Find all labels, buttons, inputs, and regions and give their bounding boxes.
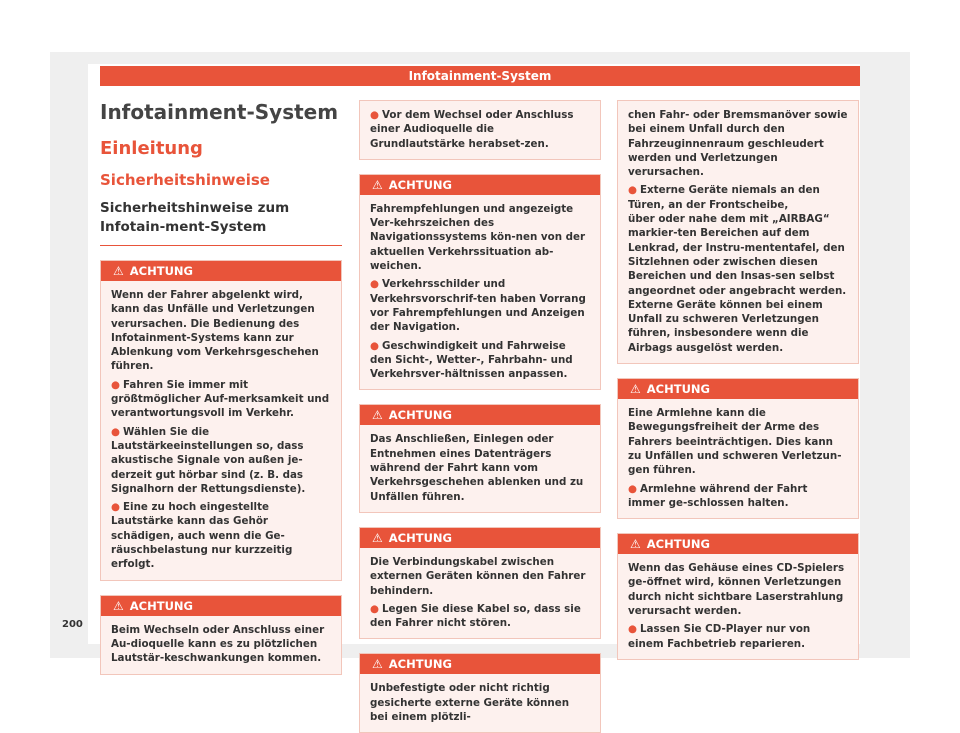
warning-box (359, 174, 601, 391)
column-3 (617, 86, 859, 660)
warning-bullet: ● Fahren Sie immer mit größtmöglicher Auf-merksamkeit und verantwortungsvoll im Verkehr. (111, 378, 330, 420)
bullet-icon: ● (628, 482, 637, 495)
warning-bullet: ● Armlehne während der Fahrt immer ge-schlossen halten. (628, 482, 808, 509)
warning-label: ACHTUNG (388, 408, 452, 423)
warning-label: ACHTUNG (388, 530, 452, 545)
warning-text: Unbefestigte oder nicht richtig gesicherte externe Geräte können bei einem plötzli- (370, 682, 570, 724)
section-header: Infotainment-System (100, 66, 860, 86)
bullet-icon: ● (370, 602, 379, 615)
warning-body (101, 616, 341, 674)
heading-intro: Einleitung (100, 138, 203, 159)
warning-label: ACHTUNG (646, 382, 710, 397)
warning-label: ACHTUNG (129, 264, 193, 278)
warning-label: ACHTUNG (388, 657, 452, 672)
warning-triangle-icon: ⚠ (630, 537, 641, 552)
warning-header (618, 379, 858, 399)
warning-text: Beim Wechseln oder Anschluss einer Au-dioquelle kann es zu plötzlichen Lautstär-keschwankungen kommen. (111, 623, 325, 665)
warning-triangle-icon: ⚠ (372, 408, 383, 423)
bullet-icon: ● (370, 339, 379, 352)
warning-text: Fahrempfehlungen und angezeigte Ver-kehrszeichen des Navigationssystems kön-nen von der aktuellen Verkehrssituation ab-weichen. (370, 202, 586, 273)
warning-body (360, 674, 600, 732)
warning-text: über oder nahe dem mit „AIRBAG“ markier-ten Bereichen auf dem Lenkrad, der Instru-mententafel, den Sitzlehnen oder zwischen diesen Bereichen und den Insas-sen selbst angeordnet oder angebracht werden. Externe Geräte können bei einem Unfall zu schweren Verletzungen führen, insbesondere wenn die Airbags ausgelöst werden. (628, 213, 847, 354)
heading-main: Infotainment-System (100, 100, 339, 124)
warning-header (618, 534, 858, 554)
warning-bullet: ● Geschwindigkeit und Fahrweise den Sicht-, Wetter-, Fahrbahn- und Verkehrsver-hältnissen anpassen. (370, 339, 573, 381)
column-1 (100, 86, 342, 675)
bullet-icon: ● (111, 501, 120, 514)
warning-bullet: ● Verkehrsschilder und Verkehrsvorschrif-ten haben Vorrang vor Fahrempfehlungen und Anzeigen der Navigation. (370, 278, 586, 334)
warning-box (359, 653, 601, 733)
warning-body (360, 101, 600, 159)
warning-label: ACHTUNG (388, 177, 452, 192)
warning-box (359, 404, 601, 512)
warning-text: Wenn das Gehäuse eines CD-Spielers ge-öffnet wird, können Verletzungen durch nicht sichtbare Laserstrahlung verursacht werden. (628, 562, 845, 618)
warning-box (617, 378, 859, 519)
warning-triangle-icon: ⚠ (113, 598, 124, 613)
warning-body (618, 554, 858, 659)
bullet-icon: ● (628, 184, 637, 197)
warning-box (617, 533, 859, 660)
warning-body (360, 195, 600, 390)
warning-text: chen Fahr- oder Bremsmanöver sowie bei einem Unfall durch den Fahrzeuginnenraum geschleudert werden und Verletzungen verursachen. (628, 109, 848, 179)
warning-body (360, 548, 600, 638)
warning-text: Das Anschließen, Einlegen oder Entnehmen eines Datenträgers während der Fahrt kann vom Verkehrsgeschehen ablenken und zu Unfällen führen. (370, 433, 584, 503)
warning-header (360, 654, 600, 674)
warning-box (359, 527, 601, 639)
warning-body (618, 399, 858, 518)
warning-body (618, 101, 858, 363)
warning-box (100, 595, 342, 675)
bullet-icon: ● (111, 378, 120, 391)
warning-bullet: ● Externe Geräte niemals an den Türen, an der Frontscheibe, (628, 184, 820, 211)
heading-safety-infotainment: Sicherheitshinweise zum Infotain-ment-System (100, 199, 342, 246)
warning-bullet: ● Eine zu hoch eingestellte Lautstärke kann das Gehör schädigen, auch wenn die Ge-räuschbelastung nur kurzzeitig erfolgt. (111, 501, 293, 571)
bullet-icon: ● (111, 425, 120, 438)
warning-label: ACHTUNG (646, 537, 710, 552)
warning-header (360, 528, 600, 548)
warning-header (101, 596, 341, 616)
warning-bullet: ● Wählen Sie die Lautstärkeeinstellungen so, dass akustische Signale von außen je-derzeit gut hörbar sind (z. B. das Signalhorn der Rettungsdienste). (111, 425, 306, 495)
warning-text: Die Verbindungskabel zwischen externen Geräten können den Fahrer behindern. (370, 555, 586, 597)
warning-triangle-icon: ⚠ (372, 177, 383, 192)
warning-text: Eine Armlehne kann die Bewegungsfreiheit der Arme des Fahrers beeinträchtigen. Dies kann zu Unfällen und schweren Verletzun-gen führen. (628, 407, 842, 477)
warning-header (101, 261, 341, 281)
warning-body (360, 425, 600, 511)
bullet-icon: ● (370, 109, 379, 121)
warning-triangle-icon: ⚠ (372, 657, 383, 672)
warning-header (360, 175, 600, 195)
warning-triangle-icon: ⚠ (630, 382, 641, 397)
warning-bullet: ● Vor dem Wechsel oder Anschluss einer Audioquelle die Grundlautstärke herabset-zen. (370, 109, 574, 150)
bullet-icon: ● (628, 623, 637, 636)
warning-box-continued (359, 100, 601, 160)
warning-header (360, 405, 600, 425)
warning-body (101, 281, 341, 580)
warning-label: ACHTUNG (129, 598, 193, 613)
bullet-icon: ● (370, 278, 379, 291)
warning-text: Wenn der Fahrer abgelenkt wird, kann das Unfälle und Verletzungen verursachen. Die Bedienung des Infotainment-Systems kann zur Ablenkung vom Verkehrsgeschehen führen. (111, 289, 319, 373)
column-2 (359, 86, 601, 733)
warning-bullet: ● Legen Sie diese Kabel so, dass sie den Fahrer nicht stören. (370, 602, 581, 630)
page-number: 200 (62, 619, 83, 630)
warning-box (100, 260, 342, 581)
warning-bullet: ● Lassen Sie CD-Player nur von einem Fachbetrieb reparieren. (628, 623, 811, 650)
warning-box-continued (617, 100, 859, 364)
warning-triangle-icon: ⚠ (372, 530, 383, 545)
warning-triangle-icon: ⚠ (113, 264, 124, 278)
heading-safety: Sicherheitshinweise (100, 171, 270, 189)
